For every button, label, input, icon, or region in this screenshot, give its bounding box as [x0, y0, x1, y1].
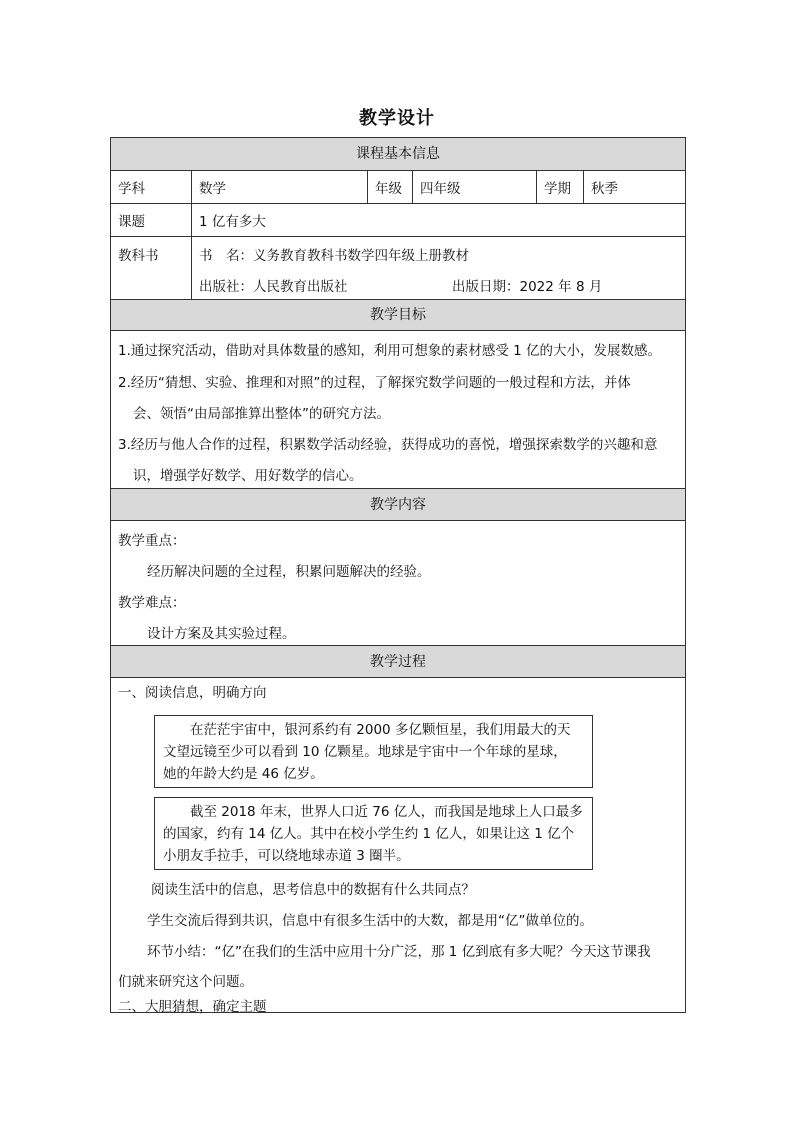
subject-label: 学科: [118, 181, 145, 197]
section-title: 课程基本信息: [356, 146, 440, 162]
publisher: 出版社：人民教育出版社: [199, 279, 348, 295]
grade-label: 年级: [367, 171, 412, 203]
document-title: 教学设计: [359, 108, 435, 129]
info-box-line: 她的年龄大约是 46 亿岁。: [163, 766, 324, 782]
topic-value: 1 亿有多大: [191, 204, 685, 236]
subject-value: 数学: [191, 171, 367, 203]
objectives-body: [111, 330, 685, 488]
process-body: [111, 677, 685, 1015]
section-header-basic-info: [111, 138, 685, 170]
section-title: 教学内容: [370, 497, 426, 513]
section-header-process: [111, 645, 685, 677]
info-box-universe: [154, 715, 593, 788]
term-value: 秋季: [583, 171, 685, 203]
section-title: 教学过程: [370, 654, 426, 670]
info-box-line: 文望远镜至少可以看到 10 亿颗星。地球是宇宙中一个年球的星球，: [163, 744, 567, 760]
objective-line: 3.经历与他人合作的过程，积累数学活动经验，获得成功的喜悦，增强探索数学的兴趣和意: [118, 437, 658, 453]
info-row-textbook: [111, 236, 685, 299]
difficulty-label: 教学难点：: [118, 595, 186, 611]
grade-value: 四年级: [412, 171, 536, 203]
step-one-heading: 一、阅读信息，明确方向: [118, 685, 267, 701]
info-row-subject: [111, 170, 685, 203]
info-box-line: 在茫茫宇宙中，银河系约有 2000 多亿颗恒星，我们用最大的天: [163, 722, 571, 738]
key-point-label: 教学重点：: [118, 533, 186, 549]
publish-date: 出版日期：2022 年 8 月: [452, 279, 603, 295]
lesson-plan-table: [110, 137, 686, 1013]
book-name: 书 名：义务教育教科书数学四年级上册教材: [199, 248, 469, 264]
section-summary-cont: 们就来研究这个问题。: [118, 974, 253, 990]
objective-line: 识，增强学好数学、用好数学的信心。: [133, 468, 363, 484]
content-body: [111, 520, 685, 645]
difficulty-text: 设计方案及其实验过程。: [147, 626, 296, 642]
objective-line: 1.通过探究活动，借助对具体数量的感知，利用可想象的素材感受 1 亿的大小，发展数感。: [118, 343, 662, 359]
section-header-objectives: [111, 299, 685, 330]
term-label: 学期: [536, 171, 583, 203]
info-box-line: 小朋友手拉手，可以绕地球赤道 3 圈半。: [163, 848, 410, 864]
info-box-line: 截至 2018 年末，世界人口近 76 亿人，而我国是地球上人口最多: [163, 804, 583, 820]
textbook-label: 教科书: [118, 248, 159, 264]
reading-question: 阅读生活中的信息，思考信息中的数据有什么共同点？: [151, 882, 475, 898]
key-point-text: 经历解决问题的全过程，积累问题解决的经验。: [147, 564, 431, 580]
textbook-details: [191, 237, 685, 299]
info-row-topic: [111, 203, 685, 236]
info-box-population: [154, 797, 593, 870]
topic-label: 课题: [118, 214, 145, 230]
section-header-content: [111, 488, 685, 520]
section-summary: 环节小结：“亿”在我们的生活中应用十分广泛，那 1 亿到底有多大呢？今天这节课我: [147, 944, 651, 960]
objective-line: 会、领悟“由局部推算出整体”的研究方法。: [133, 406, 390, 422]
student-consensus: 学生交流后得到共识，信息中有很多生活中的大数，都是用“亿”做单位的。: [147, 913, 593, 929]
info-box-line: 的国家，约有 14 亿人。其中在校小学生约 1 亿人，如果让这 1 亿个: [163, 826, 575, 842]
section-title: 教学目标: [370, 307, 426, 323]
objective-line: 2.经历“猜想、实验、推理和对照”的过程，了解探究数学问题的一般过程和方法，并体: [118, 375, 631, 391]
step-two-heading: 二、大胆猜想，确定主题: [118, 999, 267, 1015]
